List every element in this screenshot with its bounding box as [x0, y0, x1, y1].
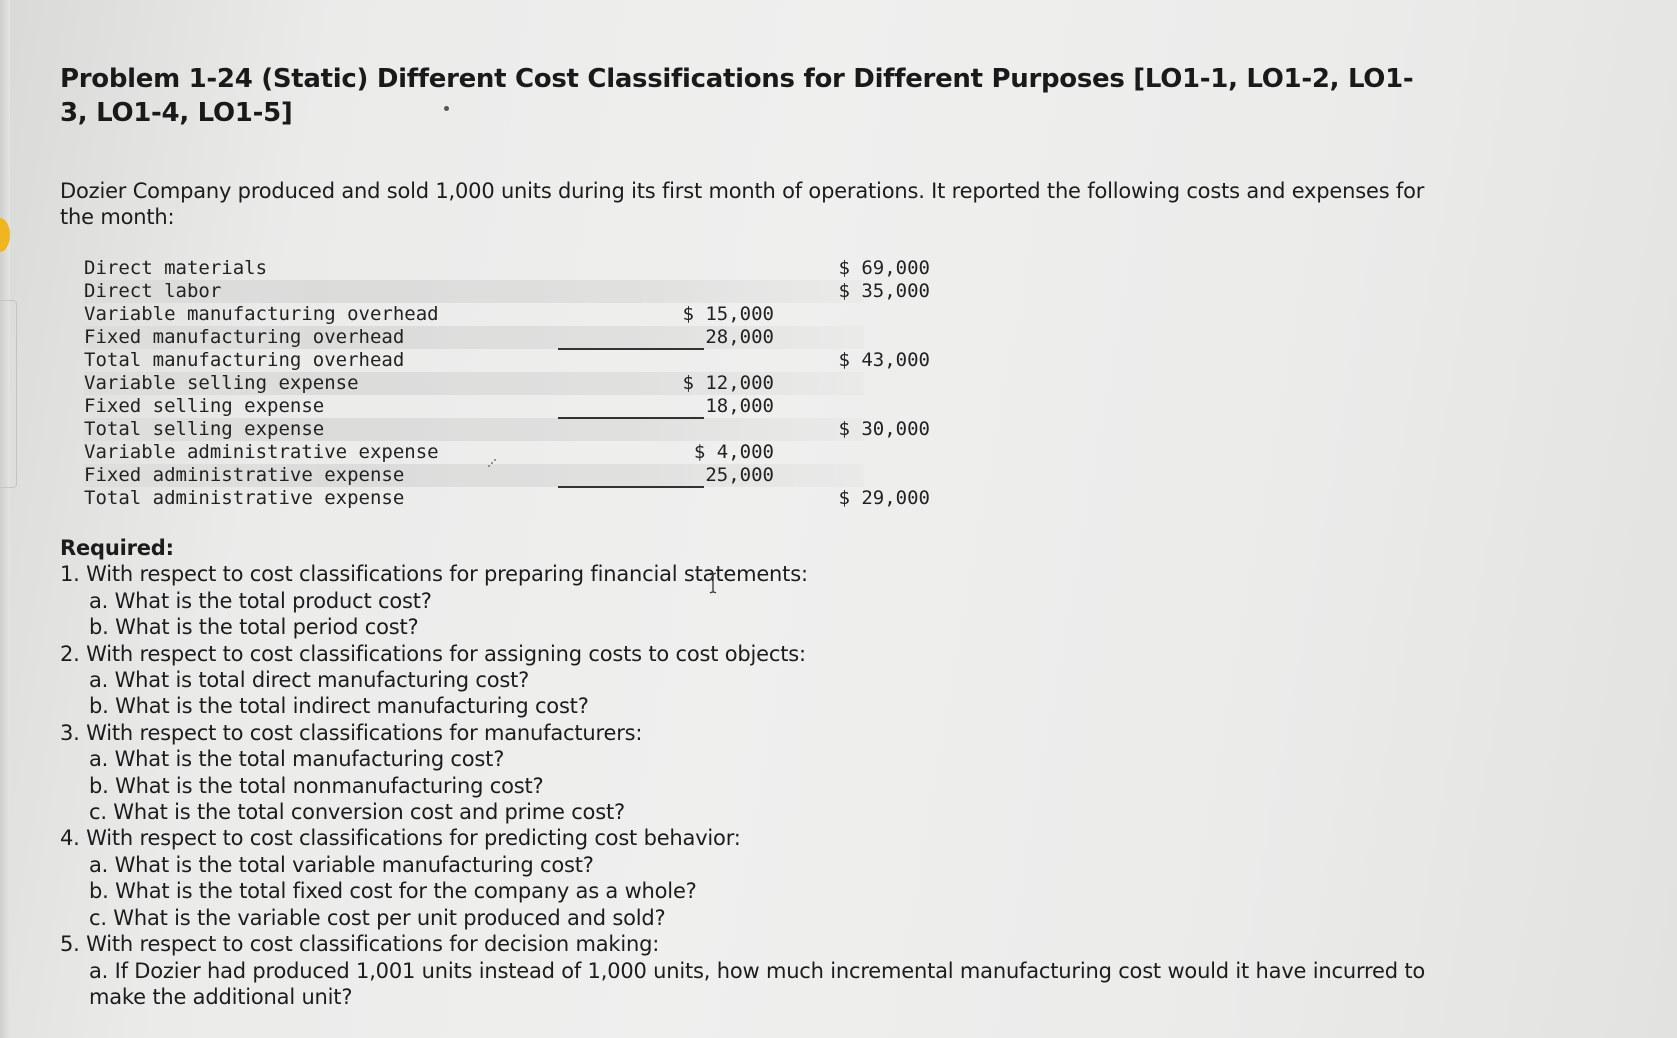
question-1b: b. What is the total period cost?: [89, 615, 419, 640]
question-3: 3. With respect to cost classifications for manufacturers:: [60, 720, 643, 745]
question-1a: a. What is the total product cost?: [89, 588, 432, 613]
row-label: Total selling expense: [84, 418, 325, 440]
problem-title: Problem 1-24 (Static) Different Cost Classifications for Different Purposes [LO1-1, LO1-2, LO1-3, LO1-4, LO1-5]: [60, 64, 1414, 128]
table-row: [84, 303, 864, 326]
row-total: $ 35,000: [838, 280, 930, 302]
question-3c: c. What is the total conversion cost and prime cost?: [89, 800, 625, 825]
row-total: $ 30,000: [838, 418, 930, 440]
table-row: [84, 326, 864, 349]
required-heading: Required:: [60, 536, 174, 560]
table-row: [84, 395, 864, 418]
table-row: [84, 418, 930, 441]
table-row: [84, 487, 930, 510]
question-4a: a. What is the total variable manufacturing cost?: [89, 852, 594, 877]
table-row: [84, 372, 864, 395]
text-cursor-icon: [709, 572, 717, 594]
question-4: 4. With respect to cost classifications for predicting cost behavior:: [60, 826, 741, 851]
table-row: [84, 257, 930, 280]
row-label: Fixed manufacturing overhead: [84, 326, 405, 348]
row-label: Fixed selling expense: [84, 395, 325, 417]
row-subtotal: $ 4,000: [693, 441, 774, 463]
row-total: $ 43,000: [838, 349, 930, 371]
table-row: [84, 280, 930, 303]
row-subtotal: $ 15,000: [682, 303, 774, 325]
row-subtotal: 28,000: [705, 326, 774, 348]
pen-speck: [487, 458, 497, 468]
row-label: Total manufacturing overhead: [84, 349, 405, 371]
row-subtotal: $ 12,000: [682, 372, 774, 394]
row-label: Direct materials: [84, 257, 268, 279]
row-label: Variable selling expense: [84, 372, 359, 394]
row-label: Total administrative expense: [84, 487, 405, 509]
question-4c: c. What is the variable cost per unit produced and sold?: [89, 905, 666, 930]
row-total: $ 29,000: [838, 487, 930, 509]
row-subtotal: 25,000: [705, 464, 774, 486]
row-label: Direct labor: [84, 280, 222, 302]
screen-edge: [0, 0, 10, 1038]
question-2b: b. What is the total indirect manufacturing cost?: [89, 694, 589, 719]
question-5: 5. With respect to cost classifications for decision making:: [60, 932, 660, 957]
table-row: [84, 441, 864, 464]
row-subtotal: 18,000: [705, 395, 774, 417]
question-3b: b. What is the total nonmanufacturing cost?: [89, 773, 544, 798]
required-section: [60, 535, 1480, 1010]
problem-intro: Dozier Company produced and sold 1,000 units during its first month of operations. It reported the following costs and expenses for the month:: [60, 179, 1425, 229]
row-total: $ 69,000: [838, 257, 930, 279]
margin-bracket: [0, 300, 17, 488]
question-2a: a. What is total direct manufacturing cost?: [89, 668, 530, 693]
row-label: Variable manufacturing overhead: [84, 303, 439, 325]
table-row: [84, 349, 930, 372]
cost-table: [84, 257, 930, 510]
question-3a: a. What is the total manufacturing cost?: [89, 747, 505, 772]
table-row: [84, 464, 864, 487]
row-label: Variable administrative expense: [84, 441, 439, 463]
question-1: 1. With respect to cost classifications for preparing financial statements:: [60, 562, 808, 587]
row-label: Fixed administrative expense: [84, 464, 405, 486]
question-5a: a. If Dozier had produced 1,001 units instead of 1,000 units, how much incremental manufacturing cost would it have incurred to make the additional unit?: [89, 958, 1426, 1009]
question-2: 2. With respect to cost classifications for assigning costs to cost objects:: [60, 641, 806, 666]
question-4b: b. What is the total fixed cost for the company as a whole?: [89, 879, 697, 904]
